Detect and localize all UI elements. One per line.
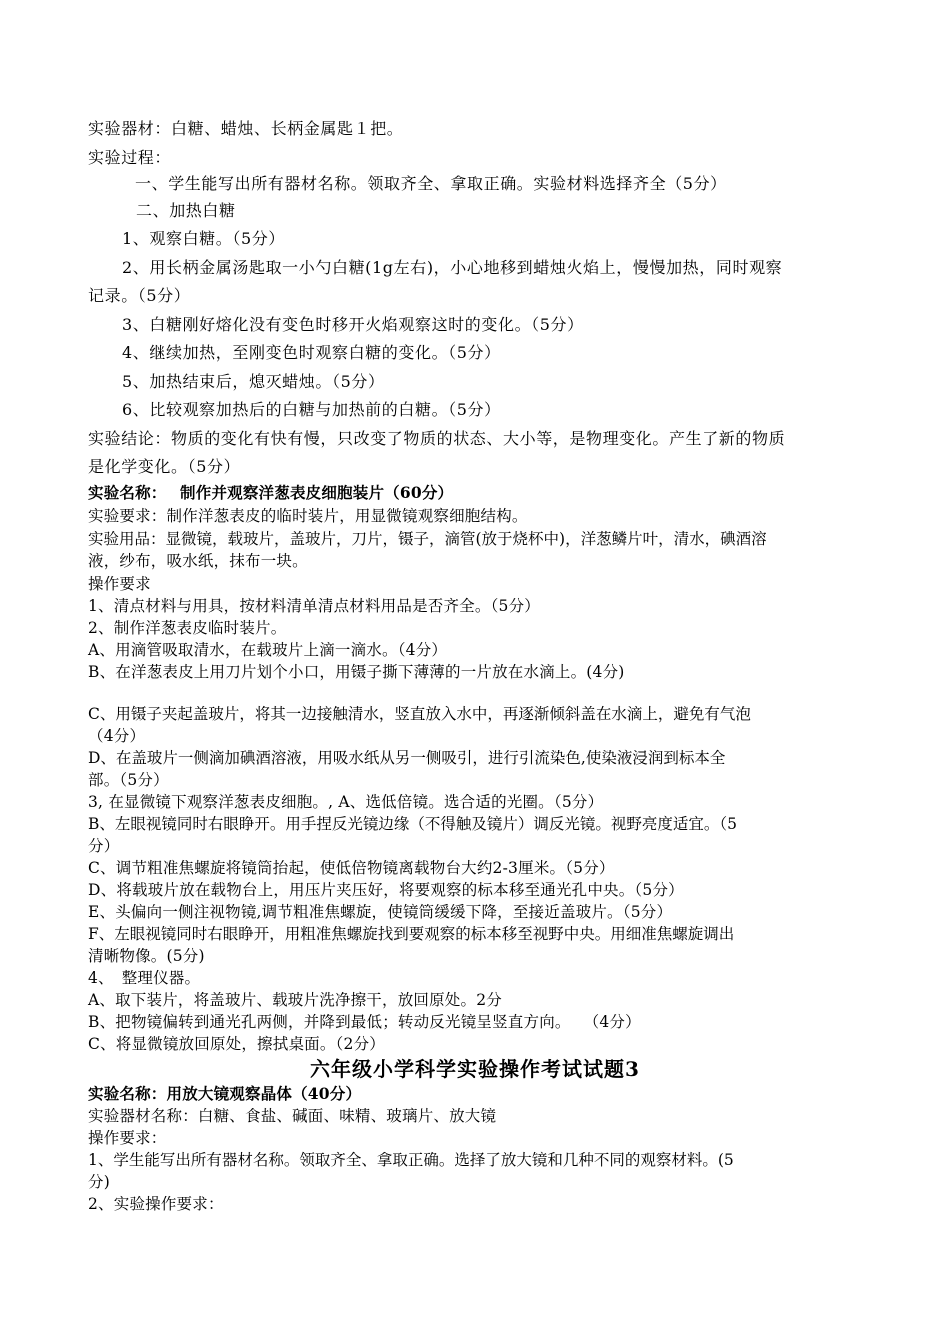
operation-label: 操作要求	[88, 575, 151, 593]
exam-title: 六年级小学科学实验操作考试试题3	[310, 1057, 640, 1081]
heating-item-2-cont: 记录。（5分）	[88, 286, 191, 305]
heating-item-4: 4、继续加热，至刚变色时观察白糖的变化。（5分）	[122, 343, 501, 362]
heating-item-6: 6、比较观察加热后的白糖与加热前的白糖。（5分）	[122, 400, 501, 419]
operation-2d: D、在盖玻片一侧滴加碘酒溶液，用吸水纸从另一侧吸引，进行引流染色,使染液浸润到标本全	[88, 749, 726, 767]
experiment-name-crystal: 实验名称：用放大镜观察晶体（40分）	[88, 1084, 362, 1103]
operation-4: 4、 整理仪器。	[88, 969, 201, 987]
conclusion-line-cont: 是化学变化。（5分）	[88, 457, 241, 476]
crystal-materials: 实验器材名称：白糖、食盐、碱面、味精、玻璃片、放大镜	[88, 1107, 497, 1125]
operation-4c: C、将显微镜放回原处，擦拭桌面。（2分）	[88, 1035, 385, 1053]
operation-3c: C、调节粗准焦螺旋将镜筒抬起，使低倍物镜离载物台大约2-3厘米。（5分）	[88, 859, 615, 877]
process-step-one: 一、学生能写出所有器材名称。领取齐全、拿取正确。实验材料选择齐全（5分）	[135, 174, 727, 193]
crystal-operation-2: 2、实验操作要求：	[88, 1195, 224, 1213]
experiment-requirement: 实验要求：制作洋葱表皮的临时装片，用显微镜观察细胞结构。	[88, 507, 528, 525]
operation-1: 1、清点材料与用具，按材料清单清点材料用品是否齐全。（5分）	[88, 597, 540, 615]
operation-2a: A、用滴管吸取清水，在载玻片上滴一滴水。（4分）	[88, 641, 448, 659]
operation-2: 2、制作洋葱表皮临时装片。	[88, 619, 287, 637]
operation-3e: E、头偏向一侧注视物镜,调节粗准焦螺旋，使镜筒缓缓下降，至接近盖玻片。（5分）	[88, 903, 673, 921]
heating-item-3: 3、白糖刚好熔化没有变色时移开火焰观察这时的变化。（5分）	[122, 315, 584, 334]
process-step-two: 二、加热白糖	[136, 201, 236, 220]
operation-3a: 3, 在显微镜下观察洋葱表皮细胞。, A、选低倍镜。选合适的光圈。（5分）	[88, 793, 604, 811]
operation-2d-cont: 部。（5分）	[88, 771, 169, 789]
heating-item-2: 2、用长柄金属汤匙取一小勺白糖(1g左右)，小心地移到蜡烛火焰上，慢慢加热，同时观察	[122, 258, 783, 277]
process-label: 实验过程：	[88, 148, 172, 167]
crystal-operation-1-cont: 分)	[88, 1173, 110, 1191]
heating-item-1: 1、观察白糖。（5分）	[122, 229, 285, 248]
materials-line: 实验器材：白糖、蜡烛、长柄金属匙１把。	[88, 119, 404, 138]
operation-3f-cont: 清晰物像。(5分)	[88, 947, 205, 965]
operation-2c-cont: （4分）	[88, 727, 146, 745]
heating-item-5: 5、加热结束后，熄灭蜡烛。（5分）	[122, 372, 385, 391]
operation-3b-cont: 分）	[88, 837, 120, 855]
crystal-operation-label: 操作要求：	[88, 1129, 167, 1147]
operation-3b: B、左眼视镜同时右眼睁开。用手捏反光镜边缘（不得触及镜片）调反光镜。视野亮度适宜。（5	[88, 815, 738, 833]
operation-3d: D、将载玻片放在载物台上，用压片夹压好，将要观察的标本移至通光孔中央。（5分）	[88, 881, 684, 899]
conclusion-line: 实验结论：物质的变化有快有慢，只改变了物质的状态、大小等，是物理变化。产生了新的物质	[88, 429, 786, 448]
operation-4b: B、把物镜偏转到通光孔两侧，并降到最低；转动反光镜呈竖直方向。 （4分）	[88, 1013, 641, 1031]
experiment-name-onion: 实验名称： 制作并观察洋葱表皮细胞装片（60分）	[88, 483, 454, 502]
operation-3f: F、左眼视镜同时右眼睁开，用粗准焦螺旋找到要观察的标本移至视野中央。用细准焦螺旋调出	[88, 925, 735, 943]
operation-4a: A、取下装片，将盖玻片、载玻片洗净擦干，放回原处。2分	[88, 991, 502, 1009]
operation-2b: B、在洋葱表皮上用刀片划个小口，用镊子撕下薄薄的一片放在水滴上。(4分)	[88, 663, 625, 681]
operation-2c: C、用镊子夹起盖玻片，将其一边接触清水，竖直放入水中，再逐渐倾斜盖在水滴上，避免有气泡	[88, 705, 751, 723]
crystal-operation-1: 1、学生能写出所有器材名称。领取齐全、拿取正确。选择了放大镜和几种不同的观察材料。(5	[88, 1151, 734, 1169]
experiment-supplies: 实验用品：显微镜，载玻片，盖玻片，刀片，镊子，滴管(放于烧杯中)，洋葱鳞片叶，清水，碘酒溶	[88, 530, 767, 548]
experiment-supplies-cont: 液，纱布，吸水纸，抹布一块。	[88, 552, 308, 570]
